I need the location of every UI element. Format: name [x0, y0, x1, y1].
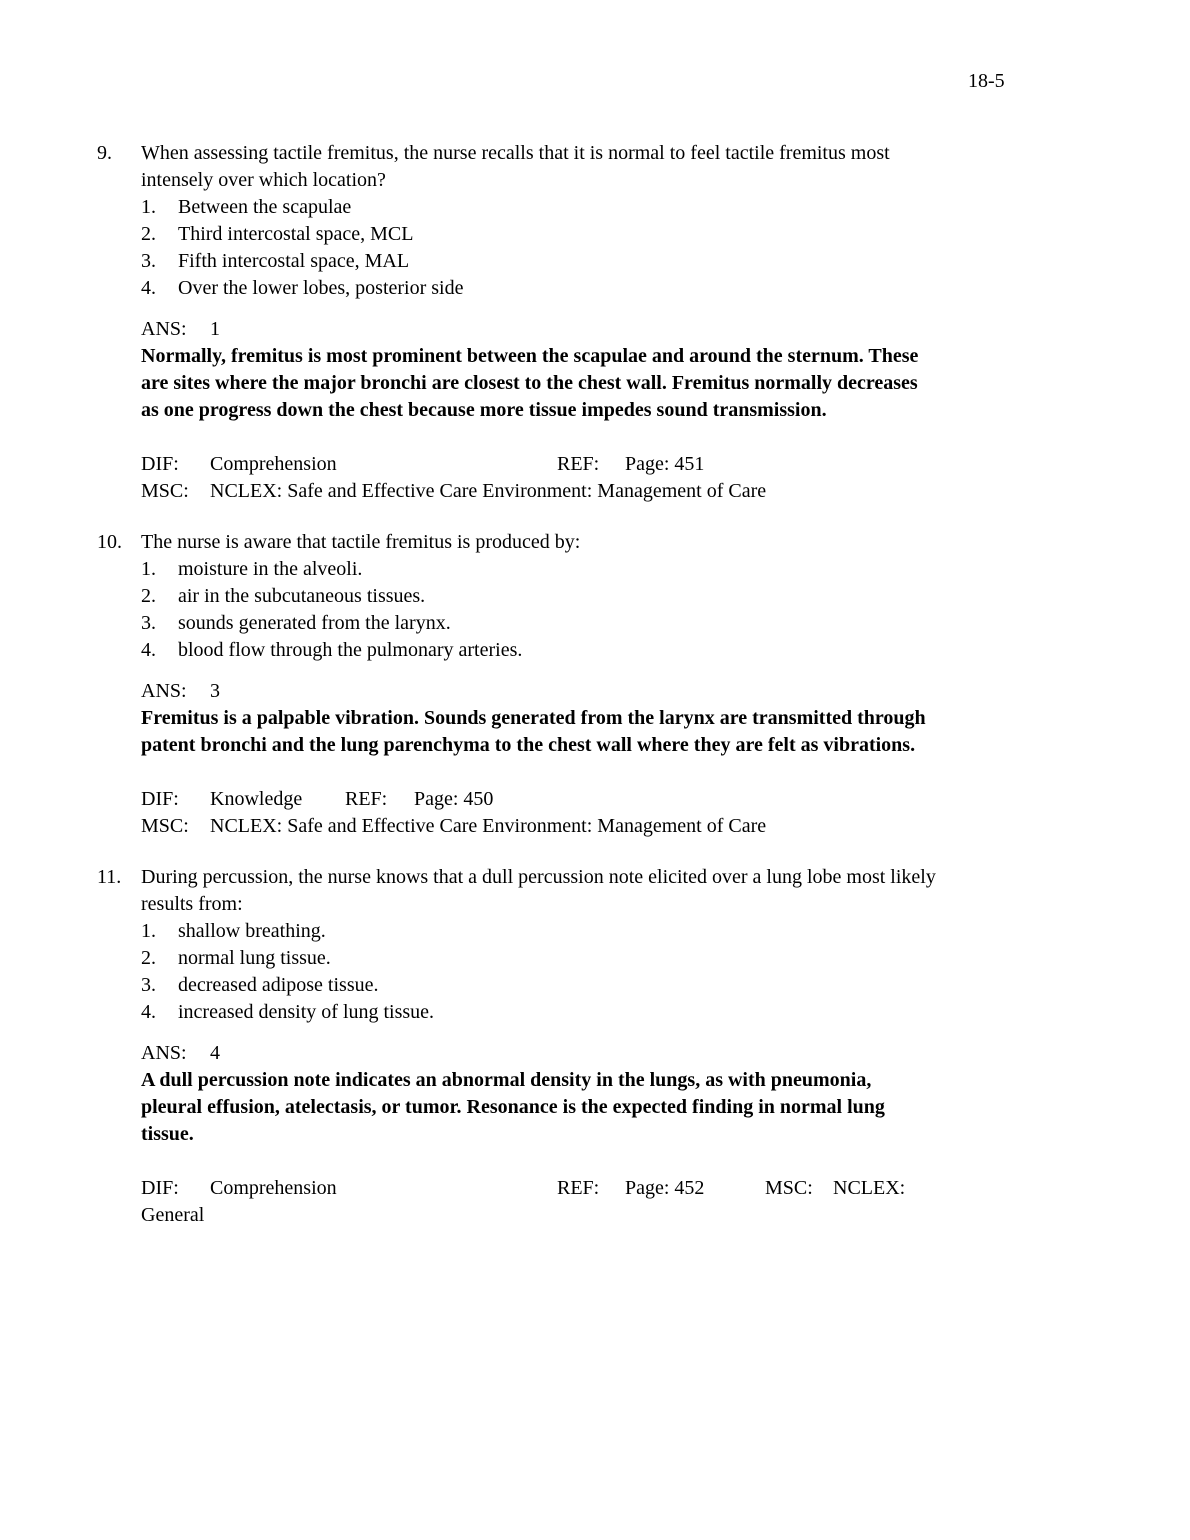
- options-list: [141, 918, 936, 1026]
- answer-value: 1: [210, 318, 220, 340]
- page-content: [97, 140, 957, 1253]
- msc-value: NCLEX: Safe and Effective Care Environment: Management of Care: [210, 815, 767, 837]
- msc-value: NCLEX:: [833, 1177, 906, 1199]
- msc-label: MSC:: [765, 1177, 813, 1199]
- option-2: [141, 221, 936, 248]
- option-3: [141, 610, 936, 637]
- option-text: increased density of lung tissue.: [178, 1001, 435, 1023]
- dif-ref-line: [141, 451, 936, 478]
- question-stem: During percussion, the nurse knows that a dull percussion note elicited over a lung lobe most likely results from:: [141, 866, 936, 915]
- option-number: 3.: [141, 612, 156, 634]
- answer-label: ANS:: [141, 680, 187, 702]
- option-text: moisture in the alveoli.: [178, 558, 363, 580]
- msc-label: MSC:: [141, 815, 189, 837]
- question-9: [97, 140, 957, 505]
- options-list: [141, 194, 936, 302]
- dif-label: DIF:: [141, 788, 179, 810]
- answer-label: ANS:: [141, 1042, 187, 1064]
- option-2: [141, 583, 936, 610]
- question-11: [97, 864, 957, 1229]
- option-1: [141, 918, 936, 945]
- option-text: Fifth intercostal space, MAL: [178, 250, 410, 272]
- option-number: 3.: [141, 250, 156, 272]
- ref-value: Page: 451: [625, 453, 705, 475]
- msc-value: NCLEX: Safe and Effective Care Environment: Management of Care: [210, 480, 767, 502]
- question-number: 10.: [97, 531, 122, 553]
- msc-continuation: General: [141, 1204, 205, 1226]
- msc-continuation-line: [141, 1202, 936, 1229]
- page-number: 18-5: [968, 70, 1005, 92]
- answer-line: [141, 678, 936, 705]
- option-number: 4.: [141, 639, 156, 661]
- options-list: [141, 556, 936, 664]
- option-4: [141, 999, 936, 1026]
- dif-value: Knowledge: [210, 788, 303, 810]
- ref-value: Page: 450: [414, 788, 494, 810]
- dif-label: DIF:: [141, 453, 179, 475]
- option-text: blood flow through the pulmonary arteries.: [178, 639, 523, 661]
- answer-label: ANS:: [141, 318, 187, 340]
- question-meta: [141, 451, 936, 505]
- dif-label: DIF:: [141, 1177, 179, 1199]
- ref-label: REF:: [557, 453, 600, 475]
- question-10: [97, 529, 957, 840]
- option-text: shallow breathing.: [178, 920, 326, 942]
- option-number: 1.: [141, 920, 156, 942]
- option-number: 2.: [141, 585, 156, 607]
- option-text: decreased adipose tissue.: [178, 974, 379, 996]
- option-number: 2.: [141, 947, 156, 969]
- rationale-text: A dull percussion note indicates an abnormal density in the lungs, as with pneumonia, pleural effusion, atelectasis, or tumor. Resonance is the expected finding in normal lung tissue.: [141, 1069, 885, 1145]
- ref-label: REF:: [557, 1177, 600, 1199]
- option-3: [141, 972, 936, 999]
- option-1: [141, 556, 936, 583]
- option-number: 4.: [141, 277, 156, 299]
- ref-value: Page: 452: [625, 1177, 705, 1199]
- question-meta: [141, 1175, 936, 1229]
- dif-value: Comprehension: [210, 453, 337, 475]
- option-2: [141, 945, 936, 972]
- option-1: [141, 194, 936, 221]
- msc-line: [141, 813, 936, 840]
- option-text: Third intercostal space, MCL: [178, 223, 414, 245]
- question-body: [141, 529, 936, 840]
- rationale-text: Normally, fremitus is most prominent between the scapulae and around the sternum. These are sites where the major bronchi are closest to the chest wall. Fremitus normally decreases as one progress down the chest because more tissue impedes sound transmission.: [141, 345, 919, 421]
- dif-value: Comprehension: [210, 1177, 337, 1199]
- question-number: 9.: [97, 142, 112, 164]
- option-number: 2.: [141, 223, 156, 245]
- option-3: [141, 248, 936, 275]
- dif-ref-line: [141, 786, 936, 813]
- option-number: 1.: [141, 196, 156, 218]
- question-body: [141, 864, 936, 1229]
- answer-value: 4: [210, 1042, 220, 1064]
- option-text: sounds generated from the larynx.: [178, 612, 451, 634]
- answer-value: 3: [210, 680, 220, 702]
- option-number: 1.: [141, 558, 156, 580]
- question-meta: [141, 786, 936, 840]
- option-4: [141, 275, 936, 302]
- question-body: [141, 140, 936, 505]
- answer-line: [141, 1040, 936, 1067]
- option-4: [141, 637, 936, 664]
- option-text: Over the lower lobes, posterior side: [178, 277, 464, 299]
- option-text: normal lung tissue.: [178, 947, 331, 969]
- msc-line: [141, 478, 936, 505]
- msc-label: MSC:: [141, 480, 189, 502]
- option-number: 3.: [141, 974, 156, 996]
- option-text: air in the subcutaneous tissues.: [178, 585, 426, 607]
- question-stem: When assessing tactile fremitus, the nurse recalls that it is normal to feel tactile fremitus most intensely over which location?: [141, 142, 890, 191]
- question-number: 11.: [97, 866, 122, 888]
- ref-label: REF:: [345, 788, 388, 810]
- rationale-text: Fremitus is a palpable vibration. Sounds generated from the larynx are transmitted through patent bronchi and the lung parenchyma to the chest wall where they are felt as vibrations.: [141, 707, 926, 756]
- option-text: Between the scapulae: [178, 196, 352, 218]
- answer-line: [141, 316, 936, 343]
- option-number: 4.: [141, 1001, 156, 1023]
- question-stem: The nurse is aware that tactile fremitus is produced by:: [141, 531, 581, 553]
- dif-ref-msc-line: [141, 1175, 936, 1202]
